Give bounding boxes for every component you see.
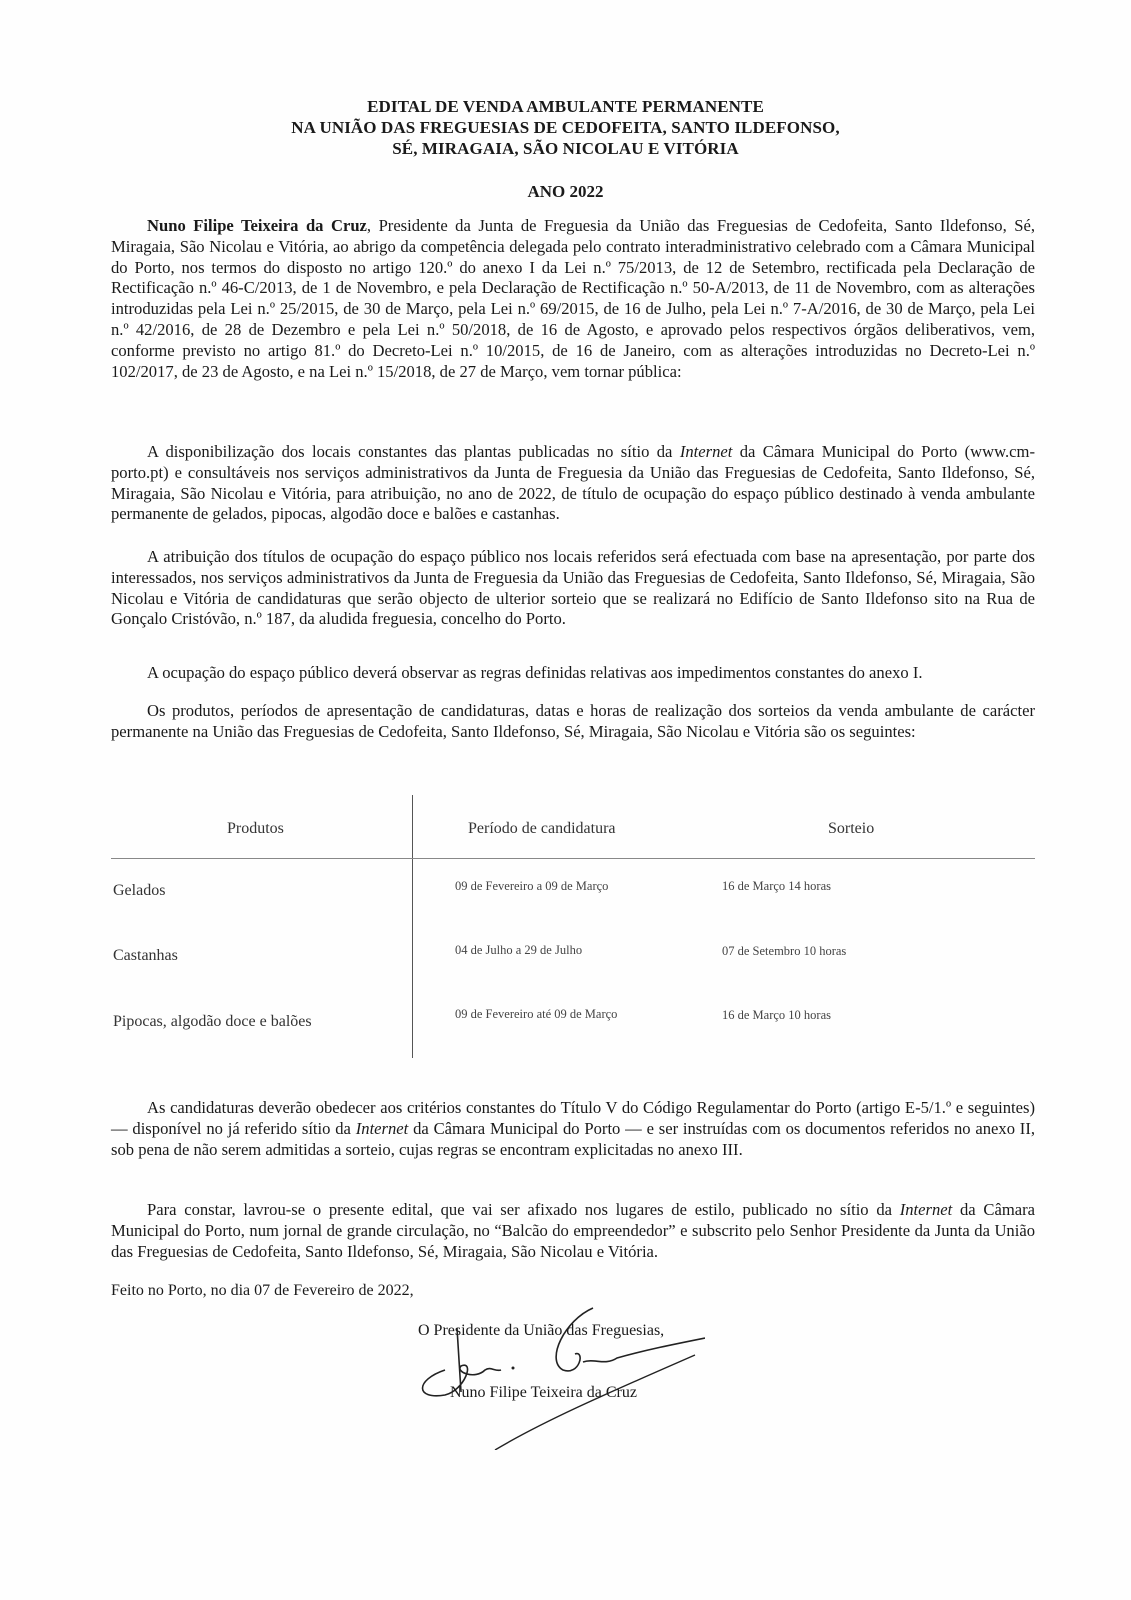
signer-name: Nuno Filipe Teixeira da Cruz [450,1384,637,1401]
handwritten-signature-icon [405,1300,705,1450]
title-line-3: SÉ, MIRAGAIA, SÃO NICOLAU E VITÓRIA [392,139,739,158]
paragraph-locations [111,442,1035,525]
document-title [0,96,1131,159]
row-gelados-sorteio: 16 de Março 14 horas [722,879,831,893]
row-pipocas-produto: Pipocas, algodão doce e balões [113,1013,312,1030]
signer-role: O Presidente da União das Freguesias, [418,1322,665,1339]
row-castanhas-periodo: 04 de Julho a 29 de Julho [455,943,583,957]
paragraph-occupation: A ocupação do espaço público deverá observar as regras definidas relativas aos impedimentos constantes do anexo I. [147,663,923,682]
row-gelados-produto: Gelados [113,882,166,899]
paragraph-text: Para constar, lavrou-se o presente edital, que vai ser afixado nos lugares de estilo, publicado no sítio da [147,1200,900,1219]
title-line-1: EDITAL DE VENDA AMBULANTE PERMANENTE [367,97,764,116]
paragraph-text: da Câmara Municipal do Porto, num jornal de grande circulação, no “Balcão do empreendedor” e subscrito pelo Senhor Presidente da Junta da União das Freguesias de Cedofeita, Santo Ildefonso, Sé, Miragaia, São Nicolau e Vitória. [111,1200,1035,1261]
header-produtos: Produtos [227,820,284,837]
president-name: Nuno Filipe Teixeira da Cruz [147,216,367,235]
place-date: Feito no Porto, no dia 07 de Fevereiro de 2022, [111,1282,414,1299]
intro-text: , Presidente da Junta de Freguesia da União das Freguesias de Cedofeita, Santo Ildefonso, Sé, Miragaia, São Nicolau e Vitória, ao abrigo da competência delegada pelo contrato interadministrativo celebrado com a Câmara Municipal do Porto, nos termos do disposto no artigo 120.º do anexo I da Lei n.º 75/2013, de 12 de Setembro, rectificada pela Declaração de Rectificação n.º 46-C/2013, de 1 de Novembro, e pela Declaração de Rectificação n.º 50-A/2013, de 11 de Novembro, com as alterações introduzidas pela Lei n.º 25/2015, de 30 de Março, pela Lei n.º 69/2015, de 16 de Julho, pela Lei n.º 7-A/2016, de 30 de Março, pela Lei n.º 42/2016, de 28 de Dezembro e pela Lei n.º 50/2018, de 16 de Agosto, e aprovado pelos respectivos órgãos deliberativos, vem, conforme previsto no artigo 81.º do Decreto-Lei n.º 10/2015, de 16 de Janeiro, com as alterações introduzidas no Decreto-Lei n.º 102/2017, de 23 de Agosto, e na Lei n.º 15/2018, de 27 de Março, vem tornar pública: [111,216,1035,381]
row-pipocas-periodo: 09 de Fevereiro até 09 de Março [455,1007,618,1021]
row-castanhas-sorteio: 07 de Setembro 10 horas [722,944,847,958]
italic-internet: Internet [679,442,733,461]
italic-internet: Internet [899,1200,953,1219]
paragraph-candidaturas [111,1098,1035,1160]
header-periodo: Período de candidatura [468,820,616,837]
intro-paragraph [111,216,1035,382]
paragraph-products-intro: Os produtos, períodos de apresentação de candidaturas, datas e horas de realização dos sorteios da venda ambulante de carácter permanente na União das Freguesias de Cedofeita, Santo Ildefonso, Sé, Miragaia, São Nicolau e Vitória são os seguintes: [111,701,1035,741]
title-line-2: NA UNIÃO DAS FREGUESIAS DE CEDOFEITA, SANTO ILDEFONSO, [291,118,840,137]
row-gelados-periodo: 09 de Fevereiro a 09 de Março [455,879,609,893]
document-year: ANO 2022 [527,182,604,201]
row-pipocas-sorteio: 16 de Março 10 horas [722,1008,831,1022]
paragraph-text: As candidaturas deverão obedecer aos critérios constantes do Título V do Código Regulamentar do Porto (artigo E-5/1.º e seguintes) — disponível no já referido sítio da [111,1098,1035,1138]
products-table [111,795,1035,1058]
header-sorteio: Sorteio [828,820,875,837]
row-castanhas-produto: Castanhas [113,947,178,964]
paragraph-text: da Câmara Municipal do Porto (www.cm-porto.pt) e consultáveis nos serviços administrativos da Junta de Freguesia da União das Freguesias de Cedofeita, Santo Ildefonso, Sé, Miragaia, São Nicolau e Vitória, para atribuição, no ano de 2022, de título de ocupação do espaço público destinado à venda ambulante permanente de gelados, pipocas, algodão doce e balões e castanhas. [111,442,1035,524]
paragraph-attribution: A atribuição dos títulos de ocupação do espaço público nos locais referidos será efectuada com base na apresentação, por parte dos interessados, nos serviços administrativos da Junta de Freguesia da União das Freguesias de Cedofeita, Santo Ildefonso, Sé, Miragaia, São Nicolau e Vitória de candidaturas que serão objecto de ulterior sorteio que se realizará no Edifício de Santo Ildefonso sito na Rua de Gonçalo Cristóvão, n.º 187, da aludida freguesia, concelho do Porto. [111,547,1035,629]
table-header-divider [111,858,1035,859]
paragraph-text: A disponibilização dos locais constantes das plantas publicadas no sítio da [147,442,680,461]
paragraph-constar [111,1200,1035,1262]
table-vertical-divider [412,795,413,1058]
italic-internet: Internet [355,1118,409,1138]
paragraph-text: da Câmara Municipal do Porto — e ser instruídas com os documentos referidos no anexo II, sob pena de não serem admitidas a sorteio, cujas regras se encontram explicitadas no anexo III. [111,1118,1036,1159]
